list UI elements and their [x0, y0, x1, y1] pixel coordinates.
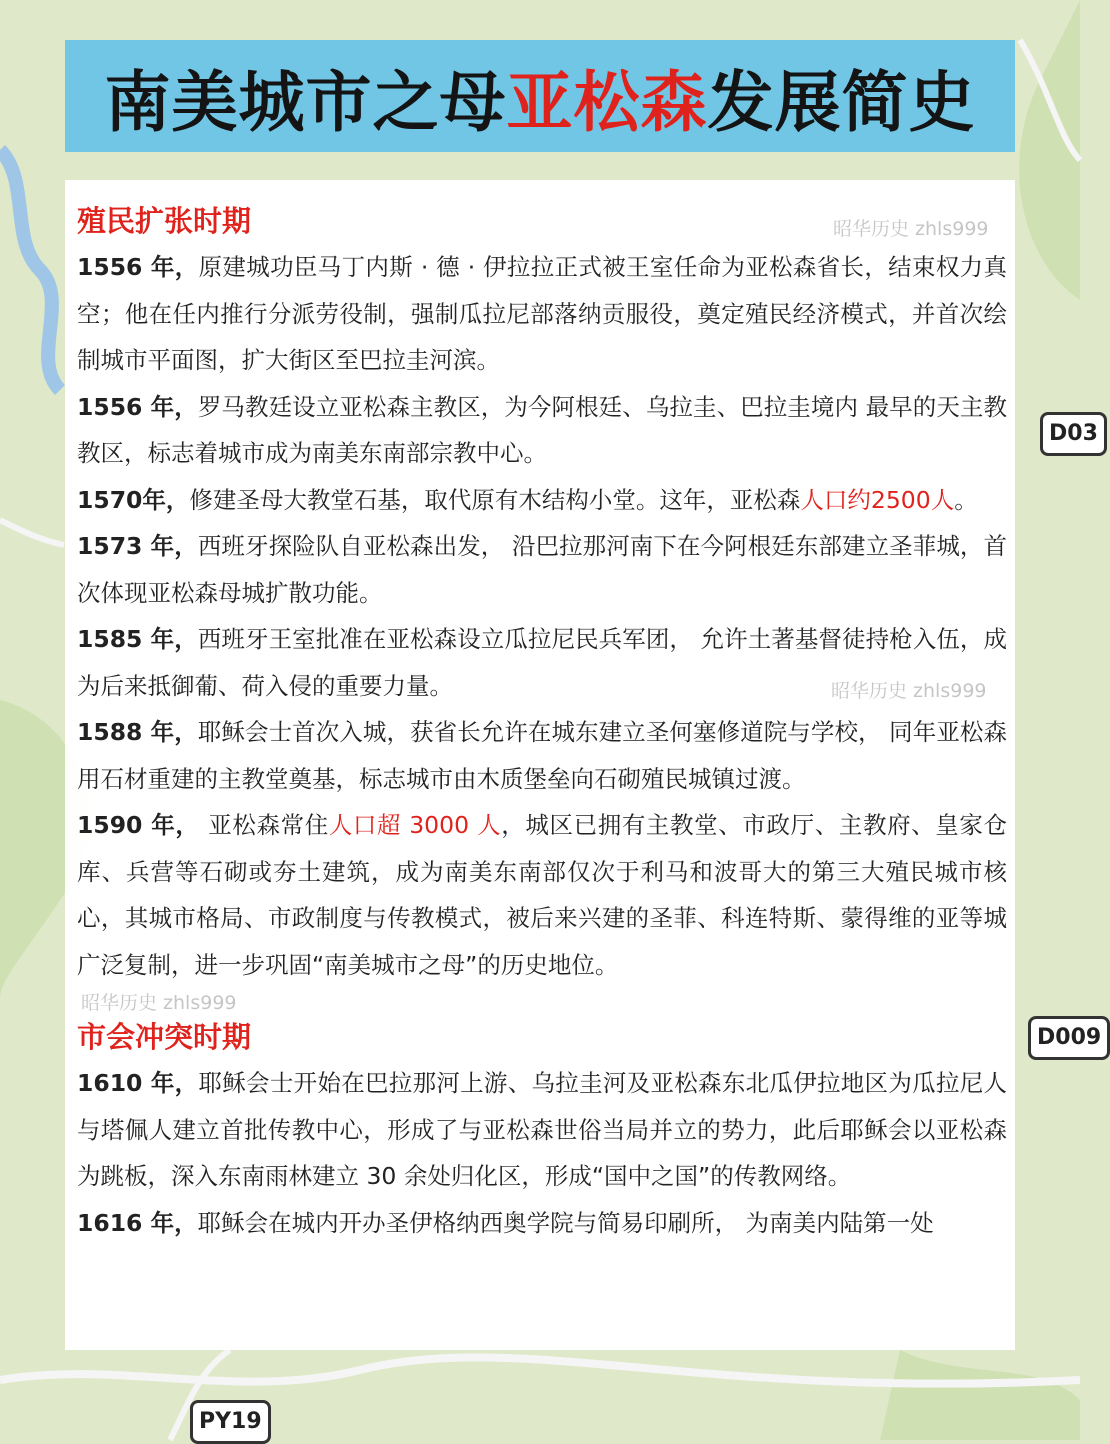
entry-year: 1585 年，	[77, 625, 198, 653]
entry-text: 耶稣会士开始在巴拉那河上游、乌拉圭河及亚松森东北瓜伊拉地区为瓜拉尼人与塔佩人建立首批传教中心，形成了与亚松森世俗当局并立的势力，此后耶稣会以亚松森为跳板，深入东南雨林建立 30 余处归化区，形成“国中之国”的传教网络。	[77, 1069, 1008, 1190]
entry-text-end: 。	[954, 485, 978, 514]
entry-text: 原建城功臣马丁内斯 · 德 · 伊拉拉正式被王室任命为亚松森省长，结束权力真空；他在任内推行分派劳役制，强制瓜拉尼部落纳贡服役，奠定殖民经济模式，并首次绘制城市平面图，扩大街区至巴拉圭河滨。	[77, 253, 1007, 374]
watermark: 昭华历史 zhls999	[831, 680, 987, 702]
entry-year: 1573 年，	[77, 532, 198, 560]
entry-1588	[77, 709, 1007, 802]
entry-1573	[77, 523, 1007, 616]
section-heading-colonial: 殖民扩张时期	[77, 204, 252, 238]
entry-year: 1556 年，	[77, 392, 198, 421]
entry-1556-diocese	[77, 384, 1007, 477]
title-part1: 南美城市之母	[104, 63, 507, 141]
entry-1616	[77, 1200, 1007, 1247]
entry-text: 耶稣会士首次入城，获省长允许在城东建立圣何塞修道院与学校， 同年亚松森用石材重建的主教堂奠基，标志城市由木质堡垒向石砌殖民城镇过渡。	[77, 718, 1007, 793]
entry-text: 亚松森常住	[208, 811, 329, 839]
entry-year: 1590 年，	[77, 811, 209, 839]
section-heading-conflict: 市会冲突时期	[77, 1020, 252, 1054]
title-highlight: 亚松森	[506, 63, 708, 141]
entry-1570	[77, 477, 1007, 524]
entry-text-end: ，城区已拥有主教堂、市政厅、主教府、皇家仓库、兵营等石砌或夯土建筑，成为南美东南部仅次于利马和波哥大的第三大殖民城市核心，其城市格局、市政制度与传教模式，被后来兴建的圣菲、科连特斯、蒙得维的亚等城广泛复制，进一步巩固“南美城市之母”的历史地位。	[77, 811, 1008, 979]
entry-text: 罗马教廷设立亚松森主教区，为今阿根廷、乌拉圭、巴拉圭境内 最早的天主教教区，标志着城市成为南美东南部宗教中心。	[77, 392, 1007, 467]
road-badge-d009: D009	[1028, 1016, 1110, 1060]
entry-1610	[77, 1060, 1007, 1200]
entry-text: 西班牙王室批准在亚松森设立瓜拉尼民兵军团， 允许土著基督徒持枪入伍，成为后来抵御葡、荷入侵的重要力量。	[77, 625, 1007, 700]
title-part2: 发展简史	[707, 63, 976, 141]
entry-year: 1616 年，	[77, 1208, 198, 1237]
entry-highlight: 人口超 3000 人	[328, 811, 502, 839]
entry-1590	[77, 802, 1007, 988]
road-badge-py19: PY19	[190, 1400, 271, 1444]
page-title	[105, 49, 976, 144]
entry-1585	[77, 616, 1007, 709]
road-badge-d03: D03	[1040, 412, 1107, 456]
article-body	[77, 198, 1007, 1246]
watermark: 昭华历史 zhls999	[81, 992, 237, 1014]
entry-year: 1610 年，	[77, 1069, 199, 1097]
entry-text: 西班牙探险队自亚松森出发， 沿巴拉那河南下在今阿根廷东部建立圣菲城，首次体现亚松森母城扩散功能。	[77, 532, 1007, 607]
entry-highlight: 人口约2500人	[800, 485, 955, 514]
entry-text: 修建圣母大教堂石基，取代原有木结构小堂。这年，亚松森	[189, 485, 801, 514]
entry-1556-governor	[77, 244, 1007, 384]
watermark: 昭华历史 zhls999	[833, 218, 989, 240]
entry-year: 1556 年，	[77, 253, 199, 281]
content-panel	[65, 180, 1015, 1350]
entry-year: 1570年，	[77, 485, 190, 514]
entry-text: 耶稣会在城内开办圣伊格纳西奥学院与简易印刷所， 为南美内陆第一处	[197, 1208, 934, 1237]
entry-year: 1588 年，	[77, 718, 198, 746]
title-banner	[65, 40, 1015, 152]
